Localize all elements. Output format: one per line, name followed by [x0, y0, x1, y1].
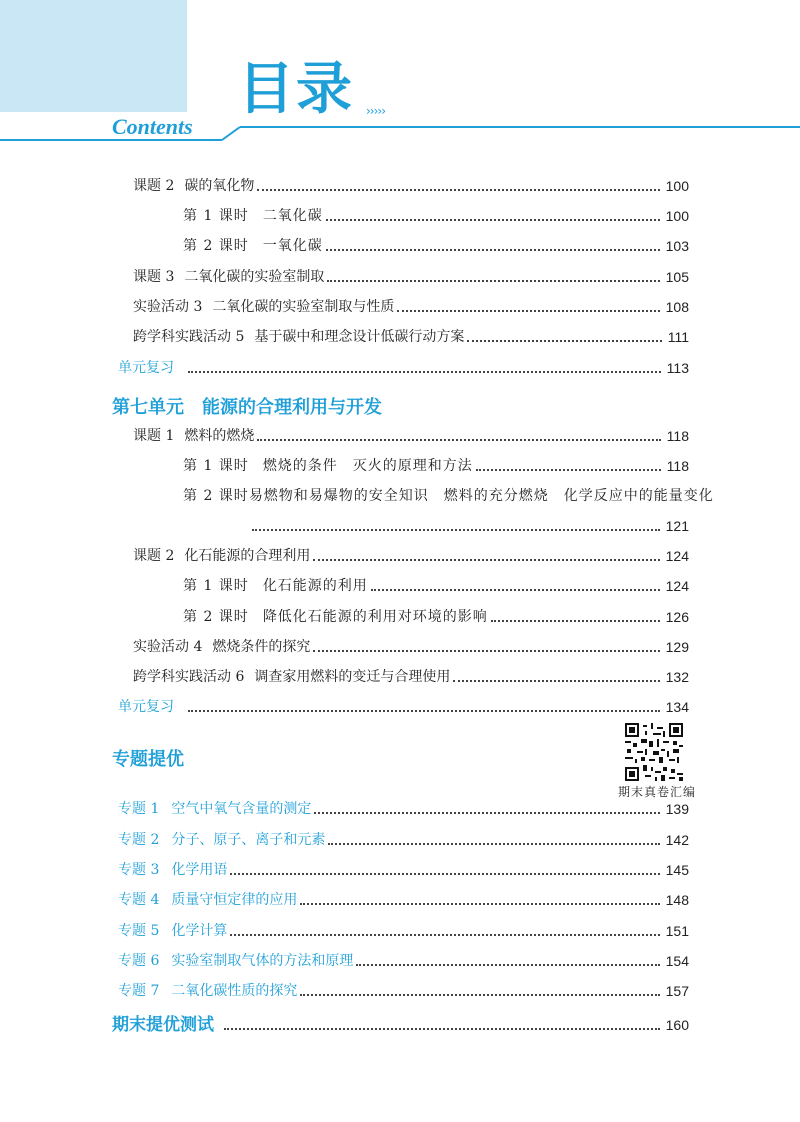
- toc-entry[interactable]: [118, 952, 689, 970]
- toc-entry-label: 跨学科实践活动 6: [133, 669, 245, 685]
- toc-entry-label: 课题 3: [133, 269, 175, 285]
- toc-entry[interactable]: [133, 638, 689, 656]
- toc-entry[interactable]: [183, 237, 689, 255]
- toc-entry-label: 专题 3: [118, 862, 160, 878]
- dot-leader: [326, 249, 660, 251]
- dot-leader: [252, 529, 660, 531]
- toc-entry-page: 139: [665, 801, 689, 817]
- toc-entry-title: 实验室制取气体的方法和原理: [171, 953, 354, 969]
- toc-entry-label: 单元复习: [118, 360, 174, 376]
- toc-entry[interactable]: [118, 922, 689, 940]
- toc-entry-title: 燃料的燃烧: [184, 428, 255, 444]
- dot-leader: [257, 189, 659, 191]
- toc-entry-page: 157: [665, 983, 689, 999]
- page-subtitle: Contents: [112, 114, 193, 139]
- toc-entry-label: 第 2 课时: [183, 488, 249, 504]
- dot-leader: [467, 340, 661, 342]
- toc-entry-page: 154: [665, 953, 689, 969]
- toc-entry-label: 跨学科实践活动 5: [133, 329, 245, 345]
- toc-entry[interactable]: [133, 427, 689, 445]
- toc-entry-title: 二氧化碳的实验室制取与性质: [212, 299, 395, 315]
- toc-entry-page: 113: [666, 360, 689, 376]
- toc-entry[interactable]: [183, 577, 689, 595]
- toc-entry-label: 专题 6: [118, 953, 160, 969]
- page-title: 目录: [238, 57, 354, 122]
- dot-leader: [314, 812, 659, 814]
- dot-leader: [300, 994, 659, 996]
- toc-entry-title: 化石能源的利用: [262, 578, 368, 594]
- toc-entry-title: 燃烧的条件 灭火的原理和方法: [262, 458, 473, 474]
- toc-entry-page: 126: [665, 609, 689, 625]
- toc-entry-page: 132: [665, 669, 689, 685]
- dot-leader: [397, 310, 659, 312]
- toc-entry-page: 111: [667, 329, 689, 345]
- toc-entry-title: 化学计算: [171, 923, 228, 939]
- toc-entry-page: 148: [665, 892, 689, 908]
- dot-leader: [230, 873, 659, 875]
- toc-entry-title: 降低化石能源的利用对环境的影响: [262, 609, 488, 625]
- toc-entry-title: 基于碳中和理念设计低碳行动方案: [254, 329, 465, 345]
- dot-leader: [371, 589, 660, 591]
- toc-entry[interactable]: [118, 891, 689, 909]
- toc-entry[interactable]: [133, 328, 689, 346]
- toc-entry-page: 118: [666, 458, 689, 474]
- toc-entry[interactable]: [118, 800, 689, 818]
- toc-entry[interactable]: [183, 207, 689, 225]
- toc-entry-label: 专题 7: [118, 983, 160, 999]
- toc-entry-title: 调查家用燃料的变迁与合理使用: [254, 669, 451, 685]
- special-topics-heading[interactable]: 专题提优: [112, 749, 184, 770]
- toc-entry-title: 一氧化碳: [262, 238, 323, 254]
- toc-entry-title: 二氧化碳的实验室制取: [184, 269, 325, 285]
- toc-entry-title: 燃烧条件的探究: [212, 639, 311, 655]
- toc-entry-label: 课题 2: [133, 548, 175, 564]
- toc-entry-page: 108: [665, 299, 689, 315]
- toc-entry[interactable]: [118, 861, 689, 879]
- chevron-arrows-icon: ›››››: [366, 104, 385, 118]
- toc-entry-label: 专题 1: [118, 801, 160, 817]
- toc-entry-continuation[interactable]: [252, 517, 689, 535]
- toc-entry[interactable]: [133, 268, 689, 286]
- toc-entry-page: 151: [665, 923, 689, 939]
- toc-entry[interactable]: [133, 668, 689, 686]
- toc-entry-label: 课题 2: [133, 178, 175, 194]
- dot-leader: [476, 469, 661, 471]
- toc-entry-label: 实验活动 4: [133, 639, 203, 655]
- toc-entry[interactable]: [183, 487, 714, 505]
- toc-entry-label: 第 1 课时: [183, 208, 249, 224]
- toc-entry[interactable]: [133, 298, 689, 316]
- toc-entry-label: 专题 4: [118, 892, 160, 908]
- qr-code-icon[interactable]: [625, 723, 683, 781]
- toc-entry[interactable]: [133, 547, 689, 565]
- dot-leader: [313, 559, 659, 561]
- toc-entry-page: 121: [665, 518, 689, 534]
- toc-entry-label: 第 2 课时: [183, 609, 249, 625]
- dot-leader: [300, 903, 659, 905]
- toc-entry-label: 专题 2: [118, 832, 160, 848]
- dot-leader: [491, 620, 660, 622]
- toc-entry-title: 二氧化碳性质的探究: [171, 983, 298, 999]
- toc-entry[interactable]: [118, 982, 689, 1000]
- toc-entry-title: 质量守恒定律的应用: [171, 892, 298, 908]
- toc-entry-label: 课题 1: [133, 428, 175, 444]
- toc-entry-title: 空气中氧气含量的测定: [171, 801, 312, 817]
- dot-leader: [356, 964, 659, 966]
- dot-leader: [188, 710, 660, 712]
- toc-entry-page: 134: [665, 699, 689, 715]
- dot-leader: [313, 650, 659, 652]
- toc-entry-title: 分子、原子、离子和元素: [171, 832, 326, 848]
- toc-entry-page: 129: [665, 639, 689, 655]
- toc-entry-label: 单元复习: [118, 699, 174, 715]
- dot-leader: [224, 1028, 660, 1030]
- dot-leader: [327, 280, 659, 282]
- toc-entry-unit-review[interactable]: [118, 698, 689, 716]
- toc-entry-page: 100: [665, 178, 689, 194]
- dot-leader: [188, 371, 661, 373]
- toc-entry-title: 易燃物和易爆物的安全知识 燃料的充分燃烧 化学反应中的能量变化: [248, 488, 714, 504]
- toc-entry-title: 二氧化碳: [262, 208, 323, 224]
- toc-entry-page: 103: [665, 238, 689, 254]
- toc-entry-title: 碳的氧化物: [184, 178, 255, 194]
- toc-entry-label: 专题 5: [118, 923, 160, 939]
- unit-heading[interactable]: 第七单元 能源的合理利用与开发: [112, 397, 382, 418]
- toc-entry-unit-review[interactable]: [118, 359, 689, 377]
- toc-entry-page: 105: [665, 269, 689, 285]
- toc-entry-title: 化石能源的合理利用: [184, 548, 311, 564]
- toc-entry[interactable]: [183, 457, 689, 475]
- toc-entry-final-test[interactable]: [112, 1016, 689, 1034]
- qr-caption: 期末真卷汇编: [618, 785, 697, 799]
- toc-entry-page: 100: [665, 208, 689, 224]
- dot-leader: [257, 439, 660, 441]
- toc-entry-label: 实验活动 3: [133, 299, 203, 315]
- toc-entry-page: 124: [665, 548, 689, 564]
- dot-leader: [230, 934, 659, 936]
- toc-entry-title: 化学用语: [171, 862, 228, 878]
- toc-entry-page: 124: [665, 578, 689, 594]
- toc-entry-page: 145: [665, 862, 689, 878]
- toc-entry-page: 142: [665, 832, 689, 848]
- toc-entry[interactable]: [183, 608, 689, 626]
- toc-entry[interactable]: [133, 177, 689, 195]
- dot-leader: [326, 219, 660, 221]
- toc-entry-label: 期末提优测试: [112, 1015, 214, 1035]
- toc-entry-label: 第 1 课时: [183, 578, 249, 594]
- toc-entry-page: 160: [665, 1017, 689, 1033]
- dot-leader: [328, 843, 659, 845]
- toc-entry[interactable]: [118, 831, 689, 849]
- toc-entry-label: 第 1 课时: [183, 458, 249, 474]
- toc-entry-label: 第 2 课时: [183, 238, 249, 254]
- toc-entry-page: 118: [666, 428, 689, 444]
- dot-leader: [453, 680, 659, 682]
